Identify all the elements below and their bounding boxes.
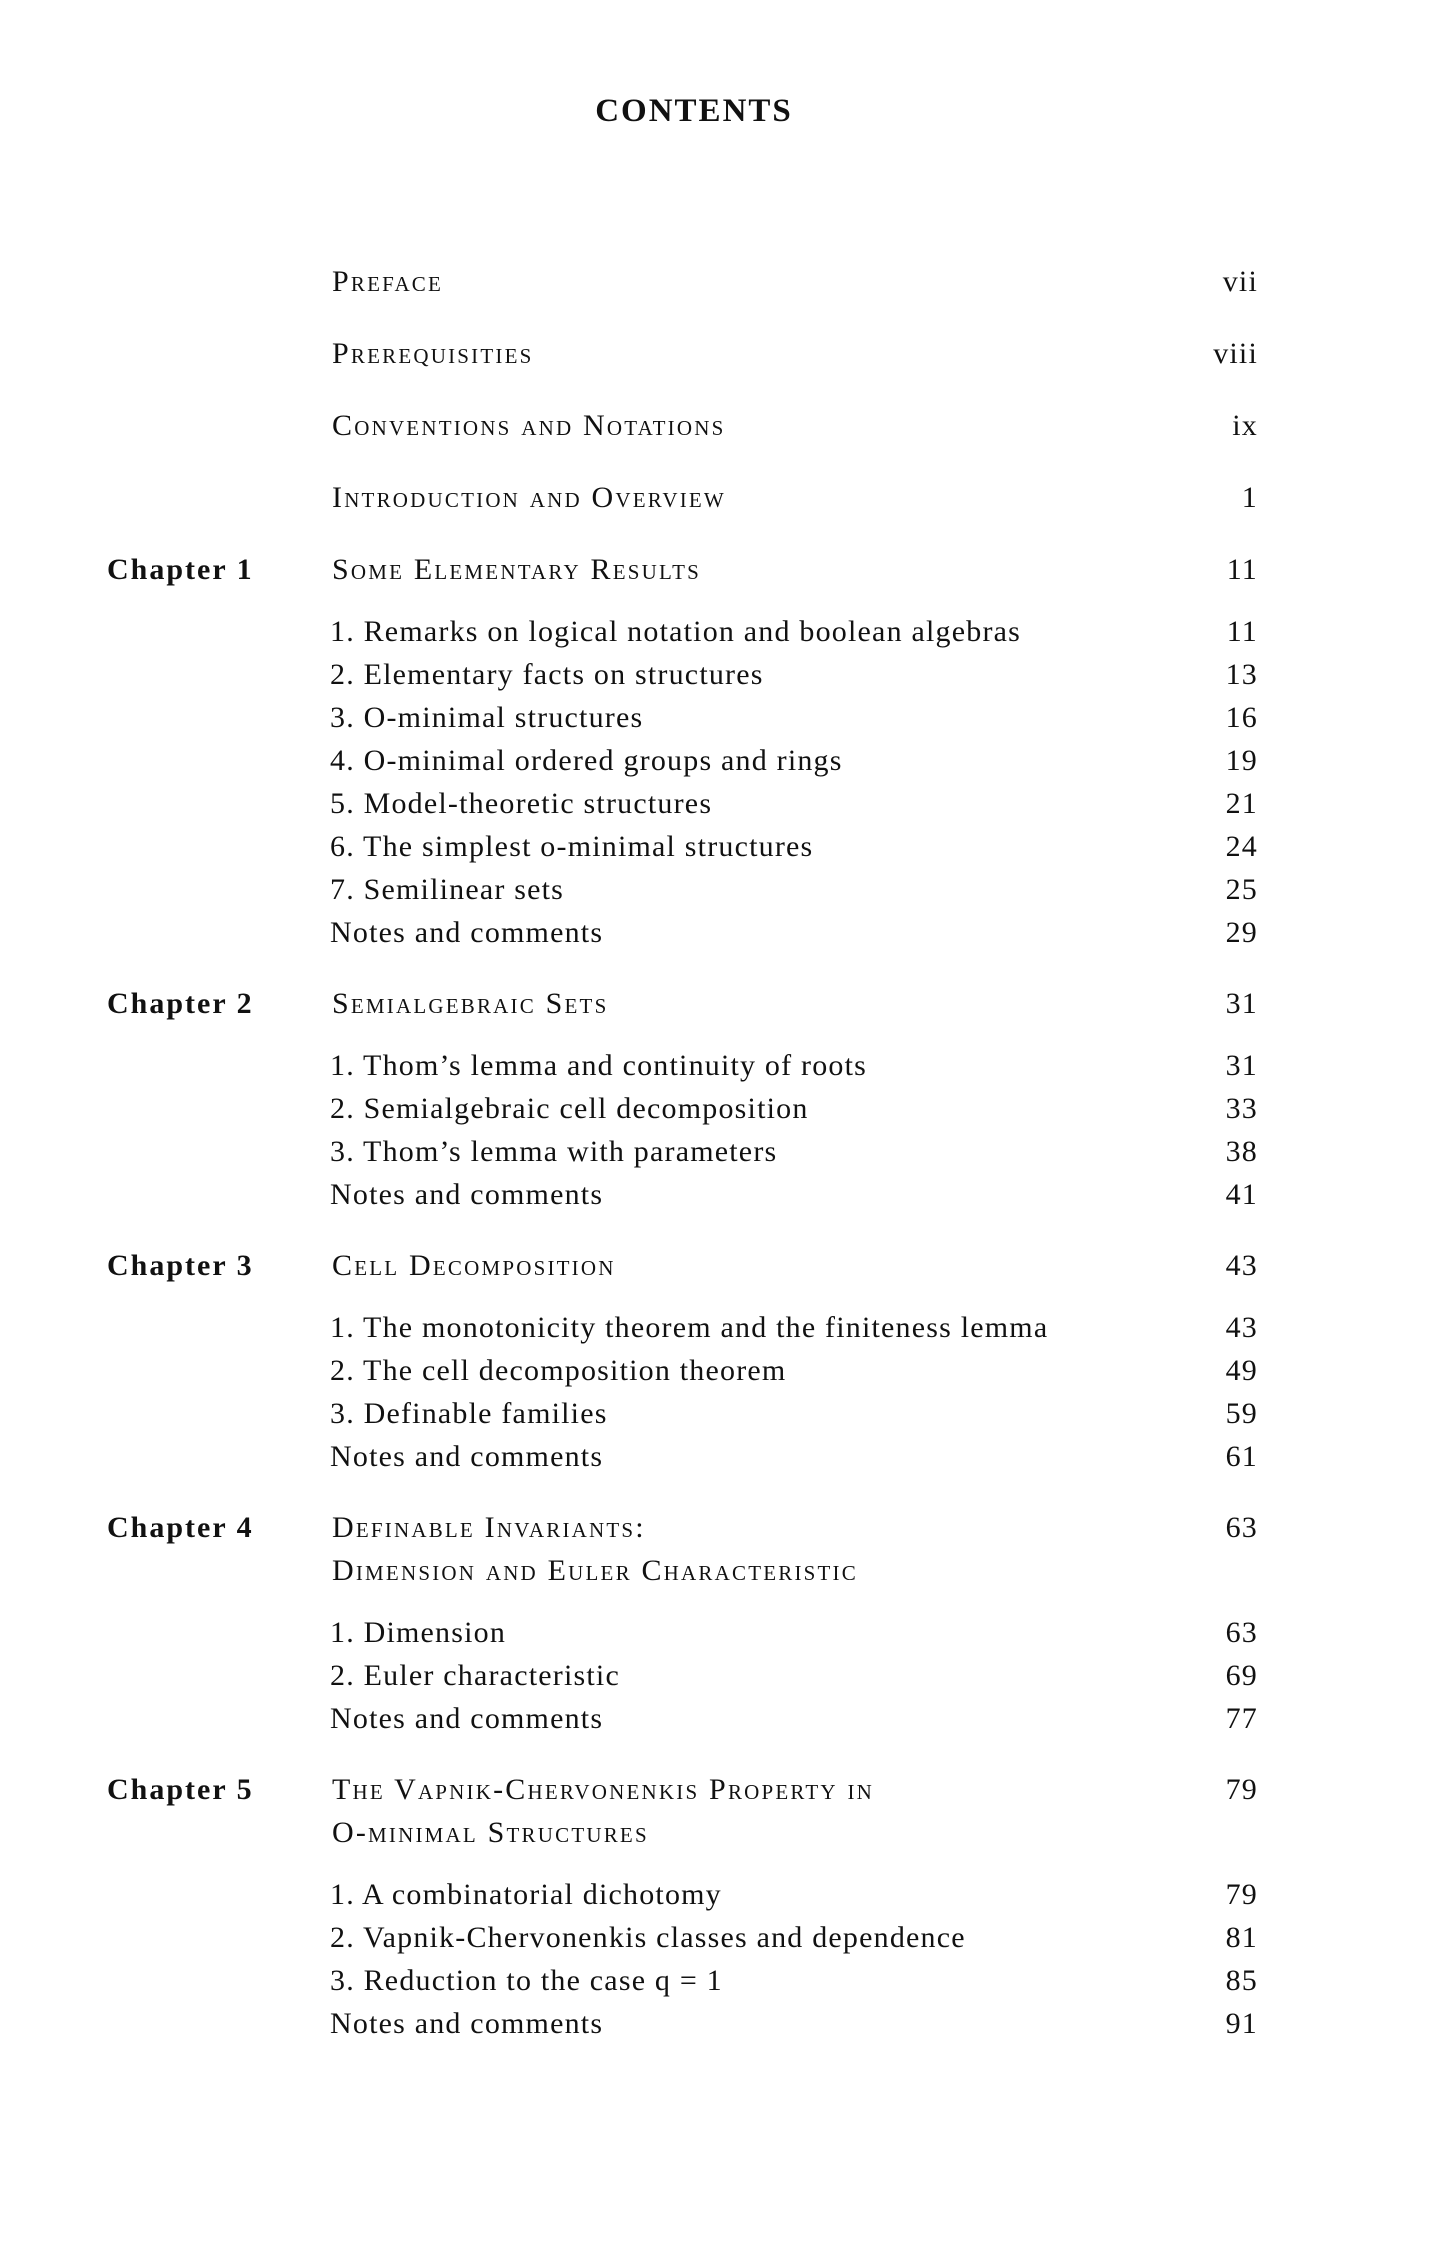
section-entry[interactable]: [0, 1130, 1456, 1173]
section-title: Notes and comments: [330, 1178, 604, 1211]
page-number: 77: [1225, 1702, 1258, 1735]
page-number: 63: [1225, 1511, 1258, 1544]
page-number: 59: [1225, 1397, 1258, 1430]
chapter-title: Cell Decomposition: [332, 1249, 616, 1282]
section-entry[interactable]: [0, 1044, 1456, 1087]
page-number: 43: [1225, 1249, 1258, 1282]
toc-entry[interactable]: [0, 404, 1456, 447]
chapter-label: Chapter 5: [107, 1773, 254, 1806]
entry-title: Introduction and Overview: [332, 481, 726, 514]
table-of-contents: [0, 260, 1456, 2073]
page-number: 16: [1225, 701, 1258, 734]
entry-title: Prerequisities: [332, 337, 534, 370]
page-number: 79: [1225, 1773, 1258, 1806]
page-number: vii: [1222, 265, 1258, 298]
page-number: viii: [1213, 337, 1258, 370]
section-entry[interactable]: [0, 911, 1456, 954]
chapter-label: Chapter 4: [107, 1511, 254, 1544]
chapter-heading[interactable]: [0, 1811, 1456, 1854]
section-entry[interactable]: [0, 1654, 1456, 1697]
section-title: 7. Semilinear sets: [330, 873, 565, 906]
page-number: 13: [1225, 658, 1258, 691]
page-number: 43: [1225, 1311, 1258, 1344]
section-title: 3. Thom’s lemma with parameters: [330, 1135, 778, 1168]
section-title: Notes and comments: [330, 1702, 604, 1735]
page-number: 91: [1225, 2007, 1258, 2040]
section-entry[interactable]: [0, 1306, 1456, 1349]
section-entry[interactable]: [0, 1959, 1456, 2002]
section-title: 3. Reduction to the case q = 1: [330, 1964, 723, 1997]
chapters: [0, 548, 1456, 2045]
section-title: 2. Euler characteristic: [330, 1659, 620, 1692]
section-entry[interactable]: [0, 825, 1456, 868]
section-entry[interactable]: [0, 1392, 1456, 1435]
page-number: 33: [1225, 1092, 1258, 1125]
section-entry[interactable]: [0, 1349, 1456, 1392]
section-entry[interactable]: [0, 2002, 1456, 2045]
page-number: 69: [1225, 1659, 1258, 1692]
section-entry[interactable]: [0, 1697, 1456, 1740]
section-title: 6. The simplest o-minimal structures: [330, 830, 814, 863]
chapter-label: Chapter 1: [107, 553, 254, 586]
chapter-heading[interactable]: [0, 1506, 1456, 1549]
section-title: Notes and comments: [330, 2007, 604, 2040]
page-number: 61: [1225, 1440, 1258, 1473]
section-entry[interactable]: [0, 739, 1456, 782]
toc-entry[interactable]: [0, 260, 1456, 303]
page-number: 24: [1225, 830, 1258, 863]
section-entry[interactable]: [0, 610, 1456, 653]
section-title: 1. Dimension: [330, 1616, 507, 1649]
page-title: CONTENTS: [595, 93, 793, 129]
page-number: 79: [1225, 1878, 1258, 1911]
page-number: 81: [1225, 1921, 1258, 1954]
section-title: 2. Vapnik-Chervonenkis classes and dependence: [330, 1921, 966, 1954]
page-number: 21: [1225, 787, 1258, 820]
section-entry[interactable]: [0, 696, 1456, 739]
section-entry[interactable]: [0, 1087, 1456, 1130]
chapter-block: [0, 1768, 1456, 2045]
chapter-title: Some Elementary Results: [332, 553, 702, 586]
page-number: 31: [1225, 987, 1258, 1020]
chapter-heading[interactable]: [0, 982, 1456, 1025]
page-number: 38: [1225, 1135, 1258, 1168]
page-number: 63: [1225, 1616, 1258, 1649]
section-title: 1. Remarks on logical notation and boolean algebras: [330, 615, 1022, 648]
page-number: 41: [1225, 1178, 1258, 1211]
section-title: 1. Thom’s lemma and continuity of roots: [330, 1049, 868, 1082]
page-number: 19: [1225, 744, 1258, 777]
entry-title: Conventions and Notations: [332, 409, 726, 442]
chapter-heading[interactable]: [0, 548, 1456, 591]
entry-title: Preface: [332, 265, 444, 298]
chapter-block: [0, 1506, 1456, 1740]
page-number: 11: [1226, 615, 1258, 648]
chapter-title: The Vapnik-Chervonenkis Property in: [332, 1773, 875, 1806]
chapter-block: [0, 982, 1456, 1216]
chapter-title: Semialgebraic Sets: [332, 987, 609, 1020]
section-title: 2. Elementary facts on structures: [330, 658, 764, 691]
page-number: 29: [1225, 916, 1258, 949]
chapter-heading[interactable]: [0, 1768, 1456, 1811]
section-title: 3. Definable families: [330, 1397, 608, 1430]
chapter-heading[interactable]: [0, 1549, 1456, 1592]
section-title: 1. The monotonicity theorem and the finiteness lemma: [330, 1311, 1049, 1344]
section-entry[interactable]: [0, 1435, 1456, 1478]
page-number: 1: [1241, 481, 1258, 514]
page-number: 85: [1225, 1964, 1258, 1997]
section-entry[interactable]: [0, 782, 1456, 825]
section-title: 2. Semialgebraic cell decomposition: [330, 1092, 809, 1125]
page-number: 31: [1225, 1049, 1258, 1082]
front-matter: [0, 260, 1456, 519]
chapter-title: O-minimal Structures: [332, 1816, 649, 1849]
page-number: 25: [1225, 873, 1258, 906]
chapter-label: Chapter 2: [107, 987, 254, 1020]
chapter-block: [0, 1244, 1456, 1478]
section-title: 4. O-minimal ordered groups and rings: [330, 744, 843, 777]
section-entry[interactable]: [0, 1611, 1456, 1654]
section-title: 1. A combinatorial dichotomy: [330, 1878, 722, 1911]
page-number: 49: [1225, 1354, 1258, 1387]
section-title: Notes and comments: [330, 916, 604, 949]
section-entry[interactable]: [0, 868, 1456, 911]
toc-entry[interactable]: [0, 332, 1456, 375]
chapter-title: Dimension and Euler Characteristic: [332, 1554, 858, 1587]
toc-entry[interactable]: [0, 476, 1456, 519]
section-title: 3. O-minimal structures: [330, 701, 644, 734]
section-entry[interactable]: [0, 1873, 1456, 1916]
page-number: 11: [1226, 553, 1258, 586]
chapter-label: Chapter 3: [107, 1249, 254, 1282]
chapter-block: [0, 548, 1456, 954]
chapter-title: Definable Invariants:: [332, 1511, 646, 1544]
page-number: ix: [1232, 409, 1258, 442]
section-title: 2. The cell decomposition theorem: [330, 1354, 787, 1387]
chapter-heading[interactable]: [0, 1244, 1456, 1287]
section-title: Notes and comments: [330, 1440, 604, 1473]
section-entry[interactable]: [0, 653, 1456, 696]
section-entry[interactable]: [0, 1173, 1456, 1216]
section-entry[interactable]: [0, 1916, 1456, 1959]
section-title: 5. Model-theoretic structures: [330, 787, 713, 820]
